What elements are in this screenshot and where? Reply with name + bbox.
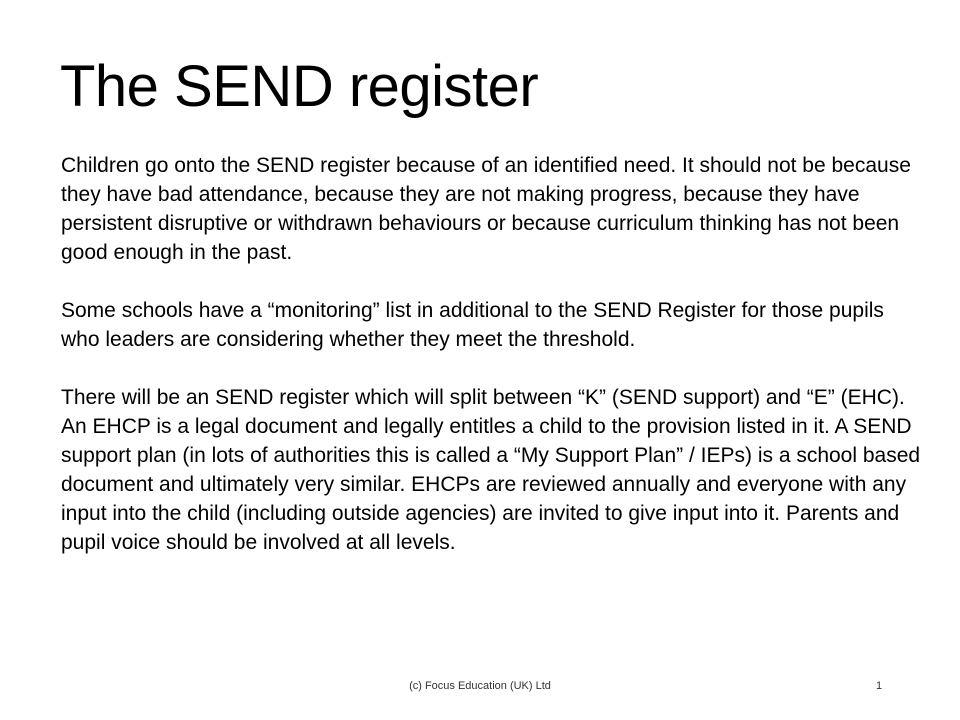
paragraph-spacer [61,354,921,383]
paragraph-spacer [61,267,921,296]
slide-body [61,151,921,557]
slide-title: The SEND register [60,54,539,119]
page-number: 1 [876,680,883,692]
paragraph-monitoring-list: Some schools have a “monitoring” list in additional to the SEND Register for those pupils who leaders are considering whether they meet the threshold. [61,299,884,351]
paragraph-send-entry-criteria: Children go onto the SEND register because of an identified need. It should not be because they have bad attendance, because they are not making progress, because they have persistent disruptive or withdrawn behaviours or because curriculum thinking has not been good enough in the past. [61,154,911,264]
footer-copyright: (c) Focus Education (UK) Ltd [409,680,551,692]
paragraph-register-split: There will be an SEND register which will split between “K” (SEND support) and “E” (EHC). An EHCP is a legal document and legally entitles a child to the provision listed in it. A SEND support plan (in lots of authorities this is called a “My Support Plan” / IEPs) is a school based document and ultimately very similar. EHCPs are reviewed annually and everyone with any input into the child (including outside agencies) are invited to give input into it. Parents and pupil voice should be involved at all levels. [61,386,921,554]
